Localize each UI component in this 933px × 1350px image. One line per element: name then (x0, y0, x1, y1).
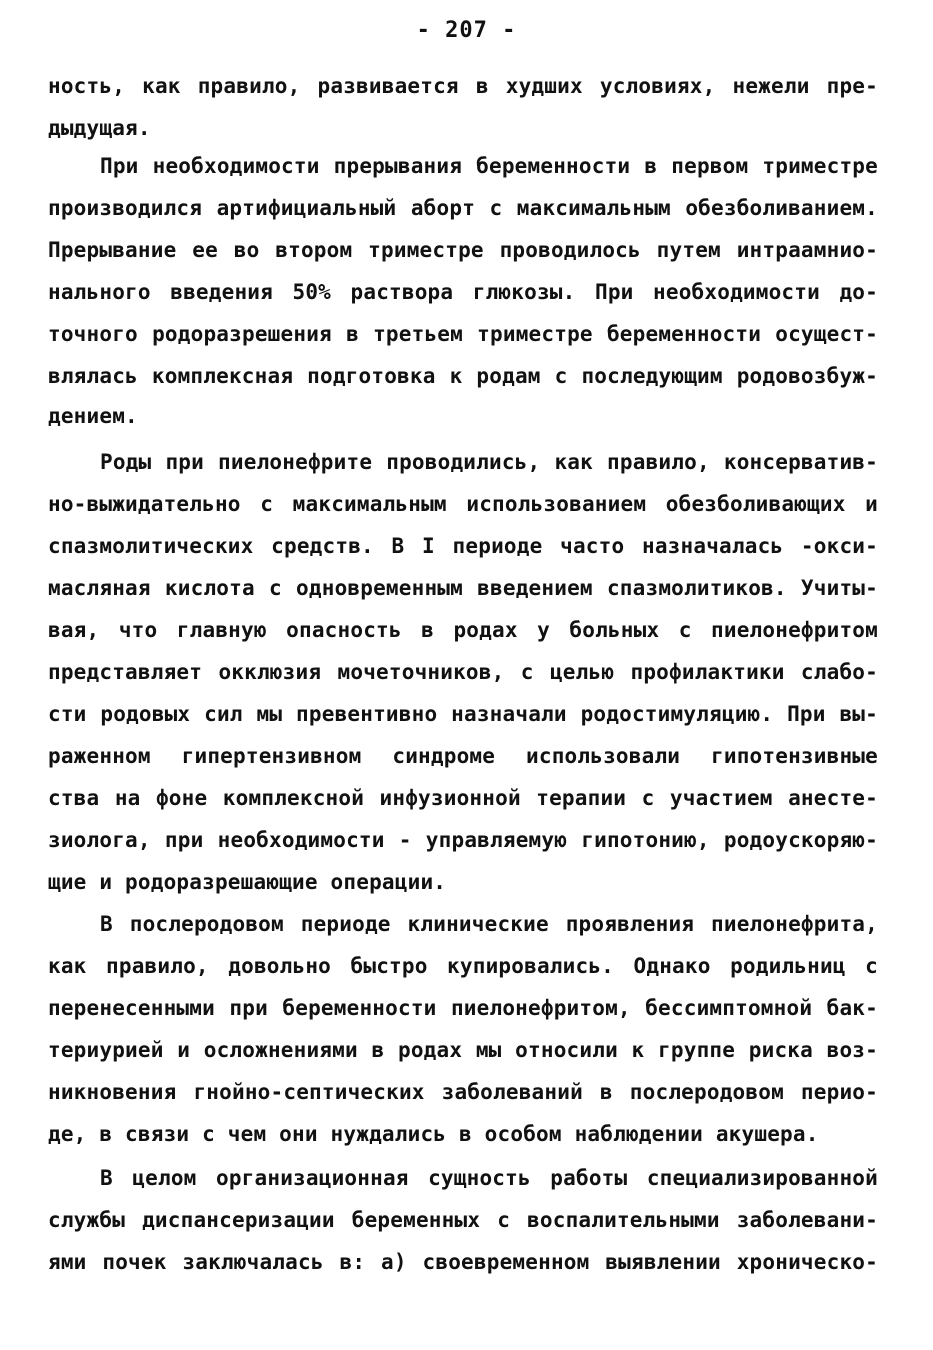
text-line: В послеродовом периоде клинические проявления пиелонефрита, (100, 912, 878, 936)
text-line: териурией и осложнениями в родах мы относили к группе риска воз- (48, 1038, 878, 1062)
text-line: как правило, довольно быстро купировались. Однако родильниц с (48, 954, 878, 978)
text-line: Прерывание ее во втором триместре проводилось путем интраамнио- (48, 238, 878, 262)
text-line: Роды при пиелонефрите проводились, как правило, консерватив- (100, 450, 878, 474)
text-line: дыдущая. (48, 116, 151, 140)
text-line: никновения гнойно-септических заболеваний в послеродовом перио- (48, 1080, 878, 1104)
text-line: зиолога, при необходимости - управляемую гипотонию, родоускоряю- (48, 828, 878, 852)
text-line: службы диспансеризации беременных с воспалительными заболевани- (48, 1208, 878, 1232)
text-line: дением. (48, 404, 138, 428)
text-line: ства на фоне комплексной инфузионной терапии с участием анесте- (48, 786, 878, 810)
text-line: При необходимости прерывания беременности в первом триместре (100, 154, 878, 178)
text-line: производился артифициальный аборт с максимальным обезболиванием. (48, 196, 878, 220)
text-line: масляная кислота с одновременным введением спазмолитиков. Учиты- (48, 576, 878, 600)
text-line: нального введения 50% раствора глюкозы. При необходимости до- (48, 280, 878, 304)
text-line: но-выжидательно с максимальным использованием обезболивающих и (48, 492, 878, 516)
text-line: сти родовых сил мы превентивно назначали родостимуляцию. При вы- (48, 702, 878, 726)
text-line: В целом организационная сущность работы специализированной (100, 1166, 878, 1190)
text-line: де, в связи с чем они нуждались в особом наблюдении акушера. (48, 1122, 819, 1146)
text-line: вая, что главную опасность в родах у больных с пиелонефритом (48, 618, 878, 642)
text-line: раженном гипертензивном синдроме использовали гипотензивные (48, 744, 878, 768)
text-line: ность, как правило, развивается в худших условиях, нежели пре- (48, 74, 878, 98)
text-line: спазмолитических средств. В I периоде часто назначалась -окси- (48, 534, 878, 558)
text-line: представляет окклюзия мочеточников, с целью профилактики слабо- (48, 660, 878, 684)
text-line: влялась комплексная подготовка к родам с последующим родовозбуж- (48, 364, 878, 388)
text-line: ями почек заключалась в: а) своевременном выявлении хроническо- (48, 1250, 878, 1274)
text-line: точного родоразрешения в третьем триместре беременности осущест- (48, 322, 878, 346)
text-line: перенесенными при беременности пиелонефритом, бессимптомной бак- (48, 996, 878, 1020)
text-line: щие и родоразрешающие операции. (48, 870, 447, 894)
page-number: - 207 - (416, 18, 517, 43)
